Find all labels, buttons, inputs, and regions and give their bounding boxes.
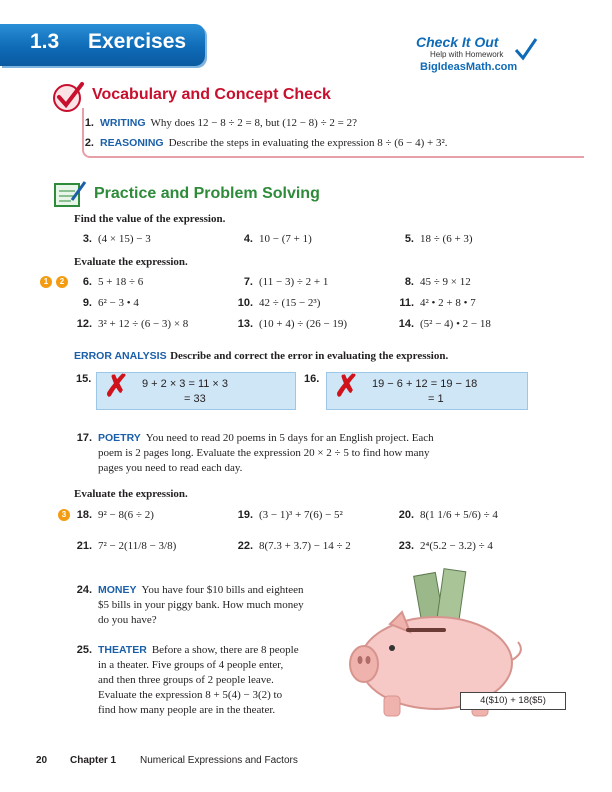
exercise-17: 17. POETRY You need to read 20 poems in 5 days for an English project. Each (76, 432, 434, 444)
exercise-11: 11. 4² • 2 + 8 • 7 (399, 297, 476, 309)
exercise-15-number: 15. (76, 373, 92, 385)
exercise-19: 19. (3 − 1)³ + 7(6) − 5² (237, 509, 343, 521)
exercise-13: 13. (10 + 4) ÷ (26 − 19) (237, 318, 348, 330)
checkmark-icon (514, 36, 538, 62)
example-badge-2[interactable]: 2 (56, 276, 68, 288)
exercise-9: 9. 6² − 3 • 4 (82, 297, 139, 309)
page-number: 20 (36, 755, 48, 766)
exercise-3: 3. (4 × 15) − 3 (82, 233, 151, 245)
exercise-17-line3: pages you need to read each day. (98, 462, 243, 474)
exercise-23: 23. 2⁴(5.2 − 3.2) ÷ 4 (398, 540, 493, 552)
exercise-4: 4. 10 − (7 + 1) (243, 233, 312, 245)
exercise-20: 20. 8(1 1/6 + 5/6) ÷ 4 (398, 509, 498, 521)
exercise-24-line2: $5 bills in your piggy bank. How much money (98, 599, 304, 611)
exercise-24: 24. MONEY You have four $10 bills and eighteen (76, 584, 304, 596)
footer-chapter-title: Numerical Expressions and Factors (140, 755, 298, 766)
error-x-icon-16: ✗ (334, 370, 360, 403)
vocab-section-border (82, 108, 584, 158)
error-16-line1: 19 − 6 + 12 = 19 − 18 (372, 378, 478, 390)
exercise-25-line5: find how many people are in the theater. (98, 704, 276, 716)
logo-line2: Help with Homework (430, 50, 504, 59)
exercise-17-line2: poem is 2 pages long. Evaluate the expression 20 × 2 ÷ 5 to find how many (98, 447, 430, 459)
exercise-12: 12. 3² + 12 ÷ (6 − 3) × 8 (76, 318, 189, 330)
exercise-25-line2: in a theater. Five groups of 4 people enter, (98, 659, 284, 671)
find-lead: Find the value of the expression. (74, 213, 226, 225)
notebook-pencil-icon (52, 178, 88, 210)
exercise-7: 7. (11 − 3) ÷ 2 + 1 (243, 276, 329, 288)
check-it-out-logo[interactable] (412, 34, 538, 80)
error-15-line2: = 33 (184, 393, 206, 405)
checkmark-badge-icon (52, 80, 86, 114)
exercise-14: 14. (5² − 4) • 2 − 18 (398, 318, 491, 330)
example-badge-1[interactable]: 1 (40, 276, 52, 288)
exercise-18: 18. 9² − 8(6 ÷ 2) (76, 509, 154, 521)
exercise-8: 8. 45 ÷ 9 × 12 (404, 276, 471, 288)
exercise-25-line3: and then three groups of 2 people leave. (98, 674, 274, 686)
logo-line3: BigIdeasMath.com (420, 61, 518, 73)
footer-chapter: Chapter 1 (70, 755, 117, 766)
exercise-10: 10. 42 ÷ (15 − 2³) (237, 297, 321, 309)
eval-lead-2: Evaluate the expression. (74, 488, 188, 500)
logo-line1: Check It Out (416, 34, 499, 50)
exercise-24-line3: do you have? (98, 614, 157, 626)
exercise-25-line4: Evaluate the expression 8 + 5(4) − 3(2) to (98, 689, 283, 701)
exercise-6: 6. 5 + 18 ÷ 6 (82, 276, 144, 288)
exercise-16-number: 16. (304, 373, 320, 385)
exercise-5: 5. 18 ÷ (6 + 3) (404, 233, 473, 245)
vocab-section-title: Vocabulary and Concept Check (92, 86, 331, 103)
practice-section-title: Practice and Problem Solving (94, 185, 320, 202)
exercise-22: 22. 8(7.3 + 3.7) − 14 ÷ 2 (237, 540, 351, 552)
vocab-item-2: 2. REASONING Describe the steps in evaluating the expression 8 ÷ (6 − 4) + 3². (84, 137, 448, 149)
piggy-expression-label: 4($10) + 18($5) (460, 692, 566, 710)
section-number: 1.3 (30, 30, 60, 53)
exercise-21: 21. 7² − 2(11/8 − 3/8) (76, 540, 177, 552)
error-analysis-lead: ERROR ANALYSIS Describe and correct the error in evaluating the expression. (74, 350, 449, 362)
error-15-line1: 9 + 2 × 3 = 11 × 3 (142, 378, 229, 390)
example-badge-3[interactable]: 3 (58, 509, 70, 521)
eval-lead: Evaluate the expression. (74, 256, 188, 268)
vocab-item-1: 1. WRITING Why does 12 − 8 ÷ 2 = 8, but (12 − 8) ÷ 2 = 2? (84, 117, 357, 129)
error-x-icon-15: ✗ (104, 370, 130, 403)
section-title: Exercises (88, 30, 187, 53)
exercise-25: 25. THEATER Before a show, there are 8 people (76, 644, 299, 656)
section-header-tab (0, 24, 205, 66)
error-16-line2: = 1 (428, 393, 444, 405)
